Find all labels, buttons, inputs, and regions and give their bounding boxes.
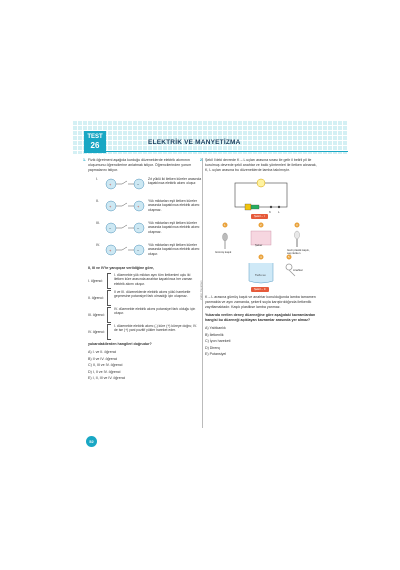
case-label: I. (96, 177, 98, 181)
student-label: I. öğrenci: (88, 279, 103, 283)
figure-2-caption: Şekil – II (251, 287, 269, 292)
student-label: IV. öğrenci: (88, 330, 105, 334)
svg-text:+: + (109, 182, 112, 187)
q2-intro (200, 158, 317, 173)
case-text: Yük miktarları eşit iletken küreler arasında kapatılınca elektrik akımı oluşmaz. (148, 221, 200, 234)
case-label: IV. (96, 243, 100, 247)
item-label-4: Tuzlu su (255, 273, 266, 277)
q2-number: 2. (200, 158, 203, 162)
answer-option-a[interactable]: A) I. ve II. öğrenci (88, 350, 117, 354)
test-badge (84, 131, 106, 153)
brace (107, 324, 111, 340)
q2-intro-text: Şekil I'deki devrede K – L uçları arasına sırası ile gelir il belirli pil ile kurulmuş devrede şekil anahtar ve balık yöntemleri ile iletken alınarak, K, L uçları arasına bu düzeneklerde lamba takılmıştır. (205, 158, 317, 172)
answer-option-b[interactable]: B) İletkenlik (205, 332, 224, 337)
case-text: Yük miktarları eşit iletken küreler arasında kapatılınca elektrik akımı oluşmaz. (148, 199, 200, 212)
svg-text:−: − (137, 182, 140, 187)
q1-intro-text: Fizik öğretmeni aşağıda kurduğu düzeneklerde elektrik akımının oluşumunu öğrencilerine anlatmak istiyor. Öğrencilerinden yorum yapmalarını istiyor. (88, 158, 192, 172)
svg-text:4: 4 (260, 255, 262, 260)
answer-option-b[interactable]: B) II ve IV. öğrenci (88, 356, 118, 361)
spheres-diagram-icon (104, 219, 146, 237)
answer-option-d[interactable]: D) Direnç (205, 345, 221, 350)
answer-option-c[interactable]: C) İyon hareketi (205, 339, 231, 343)
brace (107, 290, 111, 306)
terminal-l-label: L (278, 210, 280, 214)
test-label: TEST (87, 134, 103, 140)
circuit-diagram-icon (205, 175, 317, 215)
q1-case (96, 197, 200, 219)
student-text: I. düzenekte yük miktarı aynı tüm iletkenleri uçlu iki iletken küre arasında anahtar kapatılınca her zaman elektrik akımı oluşur. (114, 273, 193, 286)
item-label-5: Anahtar (293, 268, 303, 272)
header-divider (106, 151, 348, 152)
svg-text:2: 2 (260, 223, 262, 228)
item-label-2: Şeker (255, 243, 263, 247)
svg-text:+: + (109, 204, 112, 209)
answer-option-a[interactable]: A) Yalıtkanlık (205, 326, 226, 330)
svg-text:−: − (109, 226, 112, 231)
case-text: Yük miktarları eşit iletken küreler arasında kapatılınca elektrik akımı oluşur. (148, 243, 200, 256)
case-label: III. (96, 221, 100, 225)
student-text: IV. düzenekte elektrik akımı potansiyel fark olduğu için oluşur. (114, 307, 196, 316)
spheres-diagram-icon (104, 197, 146, 215)
q1-task-title: II, III ve IV'te yanıpıçar verildiğine göre, (88, 266, 154, 270)
student-text: I. düzenekte elektrik akımı (-) küre (+) küreye doğru; IV. de ise (+) yani pozitif yükler hareket eder. (114, 324, 197, 333)
student-label: II. öğrenci: (88, 296, 104, 300)
case-text: Zıt yüklü iki iletken küreler arasında kapatılınca elektrik akımı oluşur. (148, 177, 202, 186)
figure-2 (205, 221, 317, 295)
figure-1-caption: Şekil – I (251, 214, 268, 219)
answer-option-e[interactable]: E) Potansiyel (205, 352, 227, 356)
q2-question: Yukarıda verilen deney düzeneğine göre aşağıdaki kavramlardan hangisi bu düzeneği açıklayan kavramlar arasında yer almaz? (205, 313, 316, 322)
student-statement (88, 273, 200, 288)
page-number: 52 (86, 436, 97, 447)
terminal-k-label: K (269, 210, 272, 214)
q1-question: yukarıdakilerden hangileri doğrudur? (88, 342, 152, 346)
brace (107, 273, 111, 289)
test-number: 26 (90, 141, 100, 150)
student-statement (88, 307, 200, 322)
svg-text:+: + (137, 204, 140, 209)
svg-text:−: − (137, 248, 140, 253)
answer-option-d[interactable]: D) I, II ve IV. öğrenci (88, 369, 121, 374)
q2-body: K – L arasına gümüş kaşık ve anahtar konulduğunda lamba tamamen yanmakta ve aynı zamanda, şekerli suyla karıştırıldığında iletkenlik zayıflamaktadır. Kaşık plastikse lamba yanmaz. (205, 295, 316, 309)
student-label: III. öğrenci: (88, 313, 105, 317)
q1-case (96, 241, 200, 263)
svg-text:−: − (137, 226, 140, 231)
svg-text:3: 3 (296, 223, 298, 228)
page-title: ELEKTRİK VE MANYETİZMA (148, 139, 241, 146)
case-label: II. (96, 199, 99, 203)
student-text: II ve III. düzeneklerde elektrik akımı yükü hareketle geçmesine potansiyel fark olmadığı için oluşmaz. (114, 290, 191, 299)
q1-intro (83, 158, 200, 173)
item-label-1: Gümüş kaşık (215, 250, 232, 254)
student-statement (88, 290, 200, 305)
svg-text:+: + (109, 248, 112, 253)
header-grid-band (72, 120, 348, 154)
svg-text:5: 5 (288, 255, 290, 260)
figure-1 (205, 175, 317, 221)
q1-number: 1. (83, 158, 86, 162)
q1-case (96, 175, 200, 197)
svg-text:1: 1 (224, 223, 226, 228)
spheres-diagram-icon (104, 175, 146, 193)
answer-option-e[interactable]: E) I, II, III ve IV. öğrenci (88, 376, 126, 380)
item-label-3: Gazi plastik kaşık, sap iletken (287, 248, 310, 255)
answer-option-c[interactable]: C) II, III ve IV. öğrenci (88, 363, 123, 367)
q1-case (96, 219, 200, 241)
student-statement (88, 324, 200, 339)
spheres-diagram-icon (104, 241, 146, 259)
brace (107, 307, 111, 323)
publisher-side-label: Zafer Yayınları (199, 280, 203, 300)
